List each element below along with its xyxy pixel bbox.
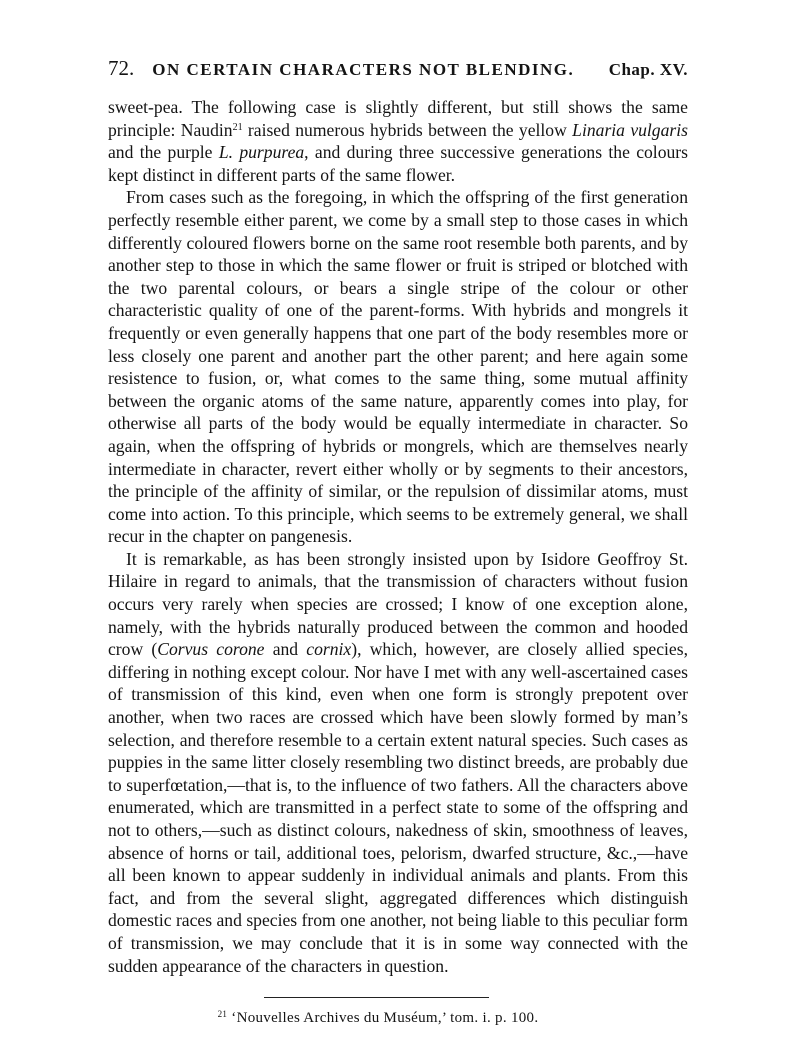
species-name: cornix: [306, 639, 352, 660]
footnote-divider: [264, 997, 489, 998]
paragraph-text: ), which, however, are closely allied species, differing in nothing except colour. Nor have I met with any well-ascertained cases of transmission of this kind, even when one form is strongly prepotent over another, when two races are crossed which have been slowly formed by man’s selection, and therefore resemble to a certain extent natural species. Such cases as puppies in the same litter closely resembling two distinct breeds, are probably due to superfœtation,—that is, to the influence of two fathers. All the characters above enumerated, which are transmitted in a perfect state to some of the offspring and not to others,—such as distinct colours, nakedness of skin, smoothness of leaves, absence of horns or tail, additional toes, pelorism, dwarfed structure, &c.,—have all been known to appear suddenly in individual animals and plants. From this fact, and from the several slight, aggregated differences which distinguish domestic races and species from one another, not being liable to this peculiar form of transmission, we may conclude that it is in some way connected with the sudden appearance of the characters in question.: [108, 639, 688, 976]
paragraph-text: and: [264, 639, 307, 660]
footnote: [88, 1010, 668, 1027]
running-header: [108, 56, 688, 90]
book-page: [108, 56, 688, 1027]
page-number-value: 72: [108, 56, 129, 80]
species-name: L. purpurea: [218, 142, 305, 163]
page-number-separator: .: [129, 56, 135, 80]
species-name: Linaria vulgaris: [572, 119, 688, 140]
running-title: ON CERTAIN CHARACTERS NOT BLENDING.: [152, 60, 575, 79]
paragraph-text: raised numerous hybrids between the yellow: [242, 119, 573, 140]
chapter-label: Chap. XV.: [608, 60, 688, 79]
paragraph-1: [108, 96, 688, 186]
paragraph-text: It is remarkable, as has been strongly insisted upon by Isidore Geoffroy St. Hilaire in regard to animals, that the transmission of characters without fusion occurs very rarely when species are crossed; I know of one exception alone, namely, with the hybrids naturally produced between the common and hooded crow (: [108, 548, 688, 660]
paragraph-2: From cases such as the foregoing, in which the offspring of the first generation perfectly resemble either parent, we come by a small step to those cases in which differently coloured flowers borne on the same root resemble both parents, and by another step to those in which the same flower or fruit is striped or blotched with the two parental colours, or bears a single stripe of the colour or other characteristic quality of one of the parent-forms. With hybrids and mongrels it frequently or even generally happens that one part of the body resembles more or less closely one parent and another part the other parent; and here again some resistence to fusion, or, what comes to the same thing, some mutual affinity between the organic atoms of the same nature, apparently comes into play, for otherwise all parts of the body would be equally intermediate in character. So again, when the offspring of hybrids or mongrels, which are themselves nearly intermediate in character, revert either wholly or by segments to their ancestors, the principle of the affinity of similar, or the repulsion of dissimilar atoms, must come into action. To this principle, which seems to be extremely general, we shall recur in the chapter on pangenesis.: [108, 187, 688, 547]
footnote-text: ‘Nouvelles Archives du Muséum,’ tom. i. p. 100.: [227, 1010, 539, 1027]
species-name: Corvus corone: [157, 639, 265, 660]
paragraph-text: and the purple: [108, 142, 219, 163]
footnote-marker: 21: [217, 1009, 228, 1020]
paragraph-text: sweet-pea. The following case is slightly different, but still shows the same principle: Naudin: [108, 97, 688, 140]
paragraph-text: , and during three successive generations the colours kept distinct in different parts of the same flower.: [108, 142, 688, 185]
footnote-reference: 21: [232, 121, 243, 133]
paragraph-3: [108, 548, 688, 977]
body-text: [108, 96, 688, 977]
page-number: [108, 56, 134, 81]
